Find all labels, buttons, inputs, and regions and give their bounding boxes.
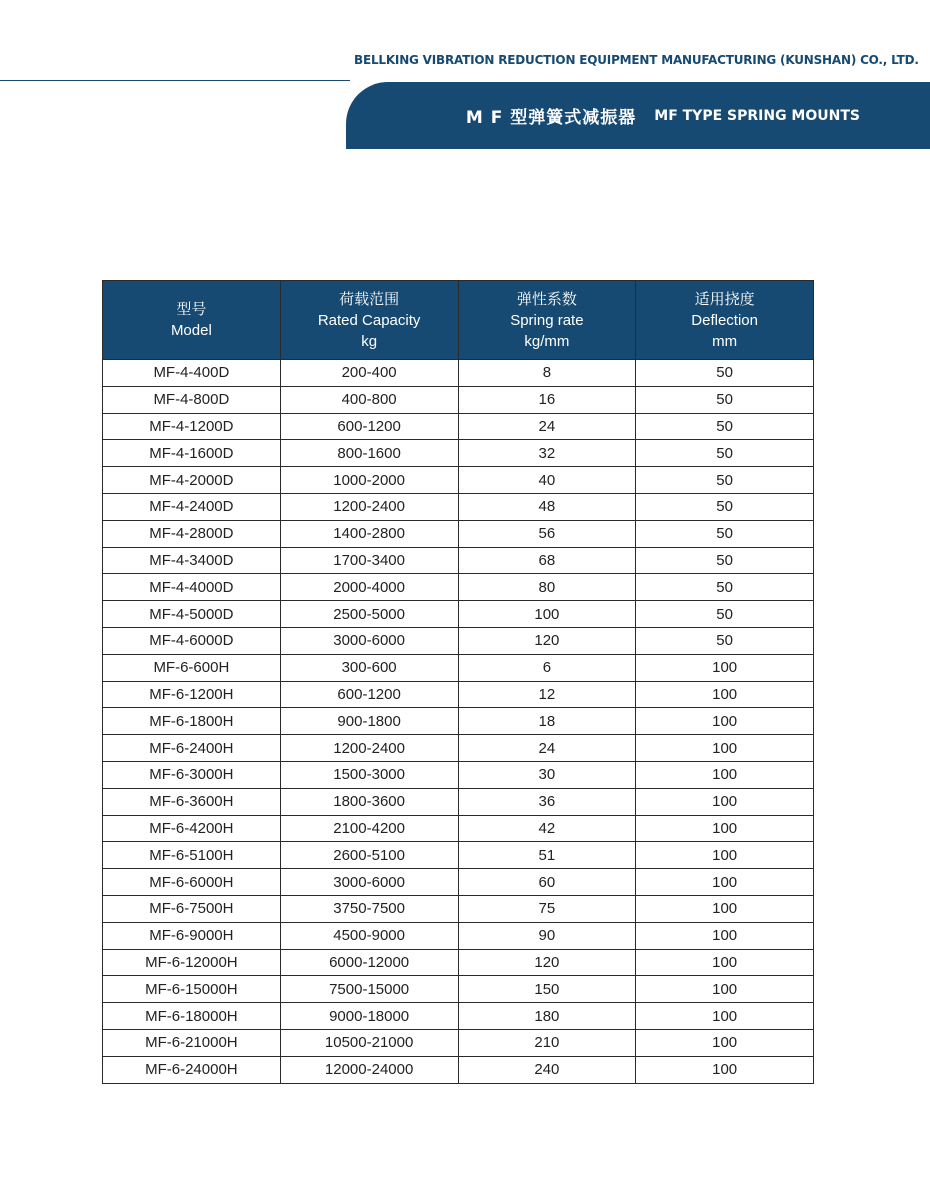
header-deflection — [636, 281, 814, 360]
cell-deflection: 100 — [636, 842, 814, 869]
cell-spring-rate: 90 — [458, 922, 636, 949]
table-row — [103, 1029, 814, 1056]
cell-model: MF-6-12000H — [103, 949, 281, 976]
cell-model: MF-4-3400D — [103, 547, 281, 574]
cell-capacity: 4500-9000 — [280, 922, 458, 949]
table-row — [103, 440, 814, 467]
cell-model: MF-6-18000H — [103, 1003, 281, 1030]
cell-model: MF-4-1200D — [103, 413, 281, 440]
cell-spring-rate: 6 — [458, 654, 636, 681]
cell-deflection: 100 — [636, 708, 814, 735]
cell-capacity: 2000-4000 — [280, 574, 458, 601]
cell-model: MF-4-800D — [103, 386, 281, 413]
cell-spring-rate: 24 — [458, 735, 636, 762]
table-row — [103, 976, 814, 1003]
cell-model: MF-6-21000H — [103, 1029, 281, 1056]
cell-deflection: 50 — [636, 440, 814, 467]
cell-model: MF-6-3000H — [103, 761, 281, 788]
cell-spring-rate: 100 — [458, 601, 636, 628]
cell-deflection: 50 — [636, 627, 814, 654]
cell-deflection: 50 — [636, 547, 814, 574]
cell-deflection: 100 — [636, 788, 814, 815]
cell-capacity: 900-1800 — [280, 708, 458, 735]
header-spring-rate-en: Spring rate — [510, 311, 584, 329]
header-capacity-cn: 荷载范围 — [339, 290, 400, 308]
cell-model: MF-4-5000D — [103, 601, 281, 628]
table-row — [103, 493, 814, 520]
cell-deflection: 100 — [636, 815, 814, 842]
cell-deflection: 50 — [636, 574, 814, 601]
table-row — [103, 547, 814, 574]
cell-capacity: 12000-24000 — [280, 1056, 458, 1083]
table-row — [103, 735, 814, 762]
cell-spring-rate: 240 — [458, 1056, 636, 1083]
cell-model: MF-4-400D — [103, 360, 281, 387]
header-capacity — [280, 281, 458, 360]
cell-capacity: 3750-7500 — [280, 895, 458, 922]
header-spring-rate-unit: kg/mm — [524, 332, 570, 350]
cell-capacity: 1400-2800 — [280, 520, 458, 547]
cell-deflection: 50 — [636, 386, 814, 413]
cell-model: MF-6-1200H — [103, 681, 281, 708]
cell-capacity: 400-800 — [280, 386, 458, 413]
cell-model: MF-6-24000H — [103, 1056, 281, 1083]
table-row — [103, 520, 814, 547]
cell-capacity: 3000-6000 — [280, 869, 458, 896]
cell-model: MF-4-1600D — [103, 440, 281, 467]
table-row — [103, 360, 814, 387]
table-row — [103, 815, 814, 842]
cell-capacity: 7500-15000 — [280, 976, 458, 1003]
cell-model: MF-6-6000H — [103, 869, 281, 896]
cell-spring-rate: 18 — [458, 708, 636, 735]
cell-model: MF-4-2000D — [103, 467, 281, 494]
cell-deflection: 100 — [636, 922, 814, 949]
header-rule — [0, 80, 350, 81]
cell-spring-rate: 40 — [458, 467, 636, 494]
cell-deflection: 50 — [636, 413, 814, 440]
cell-capacity: 1200-2400 — [280, 735, 458, 762]
header-model — [103, 281, 281, 360]
cell-spring-rate: 48 — [458, 493, 636, 520]
table-row — [103, 761, 814, 788]
cell-spring-rate: 51 — [458, 842, 636, 869]
cell-spring-rate: 120 — [458, 949, 636, 976]
company-name: BELLKING VIBRATION REDUCTION EQUIPMENT MANUFACTURING (KUNSHAN) CO., LTD. — [354, 53, 919, 67]
table-row — [103, 922, 814, 949]
cell-capacity: 200-400 — [280, 360, 458, 387]
cell-model: MF-6-5100H — [103, 842, 281, 869]
cell-spring-rate: 180 — [458, 1003, 636, 1030]
cell-capacity: 9000-18000 — [280, 1003, 458, 1030]
cell-capacity: 600-1200 — [280, 413, 458, 440]
table-row — [103, 574, 814, 601]
cell-deflection: 100 — [636, 976, 814, 1003]
cell-deflection: 50 — [636, 520, 814, 547]
cell-spring-rate: 30 — [458, 761, 636, 788]
table-row — [103, 467, 814, 494]
cell-spring-rate: 56 — [458, 520, 636, 547]
cell-spring-rate: 60 — [458, 869, 636, 896]
cell-deflection: 100 — [636, 869, 814, 896]
cell-deflection: 50 — [636, 467, 814, 494]
cell-spring-rate: 75 — [458, 895, 636, 922]
cell-capacity: 2100-4200 — [280, 815, 458, 842]
cell-deflection: 50 — [636, 601, 814, 628]
cell-spring-rate: 16 — [458, 386, 636, 413]
cell-model: MF-4-2800D — [103, 520, 281, 547]
cell-model: MF-4-4000D — [103, 574, 281, 601]
cell-model: MF-6-7500H — [103, 895, 281, 922]
table-row — [103, 895, 814, 922]
cell-model: MF-6-2400H — [103, 735, 281, 762]
header-deflection-cn: 适用挠度 — [694, 290, 755, 308]
table-row — [103, 949, 814, 976]
cell-capacity: 10500-21000 — [280, 1029, 458, 1056]
table-row — [103, 708, 814, 735]
cell-model: MF-4-6000D — [103, 627, 281, 654]
cell-spring-rate: 24 — [458, 413, 636, 440]
cell-spring-rate: 12 — [458, 681, 636, 708]
header-model-cn: 型号 — [176, 301, 207, 318]
cell-model: MF-6-1800H — [103, 708, 281, 735]
cell-capacity: 1800-3600 — [280, 788, 458, 815]
header-capacity-unit: kg — [361, 332, 378, 350]
cell-deflection: 100 — [636, 735, 814, 762]
table-row — [103, 413, 814, 440]
cell-capacity: 1700-3400 — [280, 547, 458, 574]
cell-spring-rate: 80 — [458, 574, 636, 601]
cell-deflection: 100 — [636, 1056, 814, 1083]
header-deflection-unit: mm — [712, 332, 738, 350]
table-row — [103, 654, 814, 681]
header-capacity-en: Rated Capacity — [317, 311, 421, 329]
cell-spring-rate: 32 — [458, 440, 636, 467]
cell-spring-rate: 120 — [458, 627, 636, 654]
spec-table — [102, 280, 814, 1084]
header-spring-rate-cn: 弹性系数 — [516, 290, 577, 308]
cell-model: MF-6-9000H — [103, 922, 281, 949]
table-row — [103, 386, 814, 413]
table-row — [103, 601, 814, 628]
header-spring-rate — [458, 281, 636, 360]
cell-spring-rate: 150 — [458, 976, 636, 1003]
cell-model: MF-6-600H — [103, 654, 281, 681]
cell-model: MF-6-4200H — [103, 815, 281, 842]
table-header-row — [103, 281, 814, 360]
cell-spring-rate: 42 — [458, 815, 636, 842]
title-cn: M F 型弹簧式减振器 — [465, 108, 637, 128]
cell-spring-rate: 36 — [458, 788, 636, 815]
cell-spring-rate: 210 — [458, 1029, 636, 1056]
table-row — [103, 1003, 814, 1030]
table-row — [103, 681, 814, 708]
cell-deflection: 100 — [636, 761, 814, 788]
cell-capacity: 300-600 — [280, 654, 458, 681]
cell-capacity: 600-1200 — [280, 681, 458, 708]
cell-capacity: 2600-5100 — [280, 842, 458, 869]
table-row — [103, 788, 814, 815]
header-deflection-en: Deflection — [691, 311, 758, 329]
cell-capacity: 1500-3000 — [280, 761, 458, 788]
header-model-en: Model — [170, 322, 212, 339]
cell-spring-rate: 68 — [458, 547, 636, 574]
table-row — [103, 869, 814, 896]
cell-capacity: 6000-12000 — [280, 949, 458, 976]
cell-deflection: 100 — [636, 654, 814, 681]
cell-deflection: 100 — [636, 895, 814, 922]
cell-capacity: 2500-5000 — [280, 601, 458, 628]
cell-deflection: 50 — [636, 360, 814, 387]
cell-model: MF-6-3600H — [103, 788, 281, 815]
cell-deflection: 100 — [636, 949, 814, 976]
table-row — [103, 627, 814, 654]
title-banner — [346, 82, 930, 149]
title-en: MF TYPE SPRING MOUNTS — [654, 107, 860, 124]
cell-capacity: 3000-6000 — [280, 627, 458, 654]
cell-deflection: 100 — [636, 1003, 814, 1030]
cell-model: MF-4-2400D — [103, 493, 281, 520]
table-row — [103, 1056, 814, 1083]
cell-spring-rate: 8 — [458, 360, 636, 387]
cell-deflection: 100 — [636, 1029, 814, 1056]
cell-model: MF-6-15000H — [103, 976, 281, 1003]
table-row — [103, 842, 814, 869]
cell-deflection: 50 — [636, 493, 814, 520]
cell-deflection: 100 — [636, 681, 814, 708]
cell-capacity: 1000-2000 — [280, 467, 458, 494]
cell-capacity: 800-1600 — [280, 440, 458, 467]
cell-capacity: 1200-2400 — [280, 493, 458, 520]
